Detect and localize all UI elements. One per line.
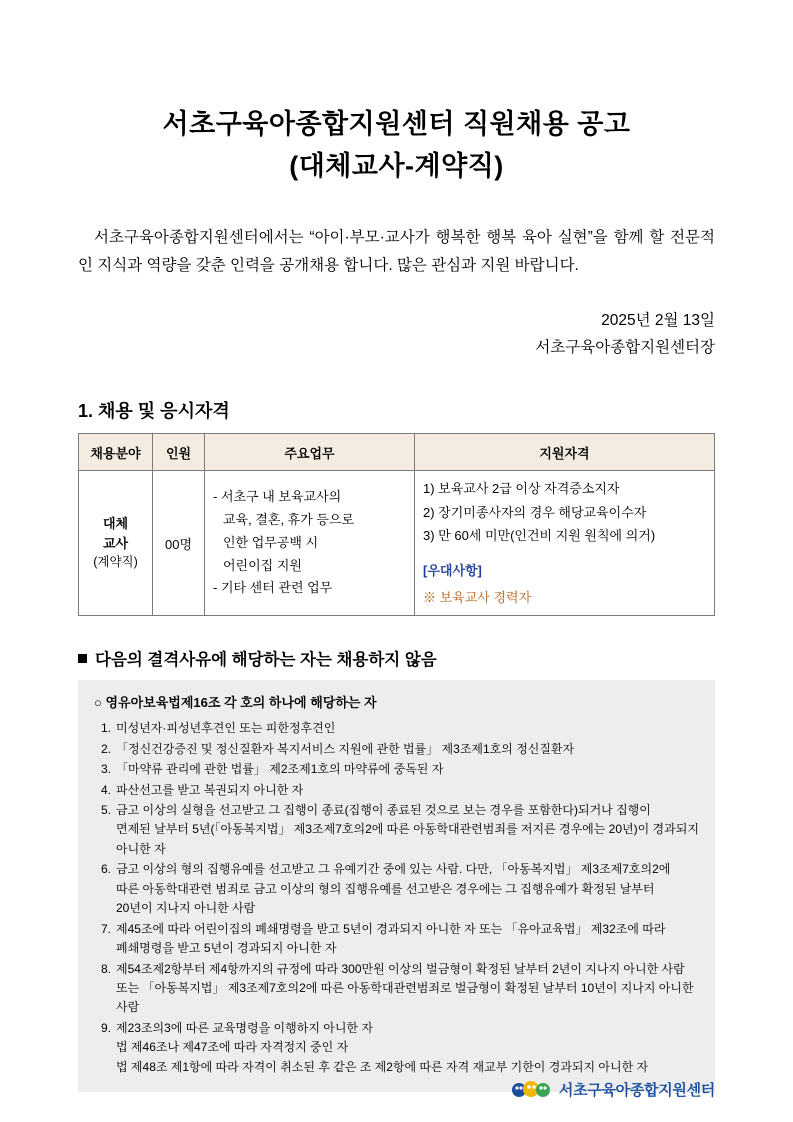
item-number: 6. [100, 862, 111, 877]
item-line: 20년이 지나지 아니한 사람 [116, 901, 256, 916]
date-block [78, 307, 715, 361]
item-text [116, 760, 699, 779]
item-line: 미성년자·피성년후견인 또는 피한정후견인 [116, 721, 336, 736]
item-line: 「마약류 관리에 관한 법률」 제2조제1호의 마약류에 중독된 자 [116, 762, 444, 777]
item-line: 아니한 자 [116, 841, 166, 856]
table-row [79, 471, 715, 616]
item-line: 법 제46조나 제47조에 따라 자격정지 중인 자 [116, 1040, 349, 1055]
cell-count: 00명 [153, 471, 205, 616]
disqualification-list [94, 719, 699, 1077]
qualification-item: 1) 보육교사 2급 이상 자격증소지자 [423, 481, 620, 497]
preference-note: ※ 보육교사 경력자 [423, 589, 532, 605]
item-number: 2. [100, 741, 111, 756]
issuer-name: 서초구육아종합지원센터장 [535, 339, 715, 357]
cell-field [79, 471, 153, 616]
field-main-1: 대체 [102, 516, 129, 532]
item-text [116, 920, 699, 959]
disqualification-box-title [94, 692, 699, 713]
title-line-1: 서초구육아종합지원센터 직원채용 공고 [162, 109, 631, 139]
header-qualification: 지원자격 [415, 434, 715, 471]
item-number: 9. [100, 1020, 111, 1035]
qualification-item: 2) 장기미종사자의 경우 해당교육이수자 [423, 504, 647, 520]
list-item [94, 860, 699, 918]
item-line: 「정신건강증진 및 정신질환자 복지서비스 지원에 관한 법률」 제3조제1호의 정신질환자 [116, 741, 575, 756]
header-duty: 주요업무 [205, 434, 415, 471]
center-logo-icon [511, 1078, 553, 1100]
list-item [94, 719, 699, 738]
duty-line: - 서초구 내 보육교사의 [213, 489, 342, 505]
circle-bullet-icon: ○ [94, 695, 102, 711]
list-item [94, 781, 699, 800]
qualification-item: 3) 만 60세 미만(인건비 지원 원칙에 의거) [423, 528, 656, 544]
list-item [94, 740, 699, 759]
table-header-row [79, 434, 715, 471]
item-line: 또는 「아동복지법」 제3조제7호의2에 따른 아동학대관련범죄로 벌금형이 확정된 날부터 10년이 지나지 아니한 [116, 980, 694, 995]
item-number: 3. [100, 762, 111, 777]
duty-line: 어린이집 지원 [223, 557, 302, 573]
item-line: 제54조제2항부터 제4항까지의 규정에 따라 300만원 이상의 벌금형이 확정된 날부터 2년이 지나지 아니한 사람 [116, 961, 685, 976]
section-2-heading-text: 다음의 결격사유에 해당하는 자는 채용하지 않음 [95, 651, 437, 670]
item-number: 4. [100, 782, 111, 797]
item-line: 폐쇄명령을 받고 5년이 경과되지 아니한 자 [116, 941, 337, 956]
item-number: 8. [100, 961, 111, 976]
item-line: 제23조의3에 따른 교육명령을 이행하지 아니한 자 [116, 1020, 373, 1035]
disqualification-box [78, 680, 715, 1092]
footer-logo-text: 서초구육아종합지원센터 [558, 1081, 715, 1099]
list-item [94, 801, 699, 859]
item-number: 7. [100, 921, 111, 936]
item-line: 면제된 날부터 5년(「아동복지법」 제3조제7호의2에 따른 아동학대관련범죄를 저지른 경우에는 20년)이 경과되지 [116, 822, 699, 837]
cell-qualification [415, 471, 715, 616]
item-line: 금고 이상의 실형을 선고받고 그 집행이 종료(집행이 종료된 것으로 보는 경우를 포함한다)되거나 집행이 [116, 803, 651, 818]
list-item [94, 760, 699, 779]
intro-paragraph: 서초구육아종합지원센터에서는 “아이·부모·교사가 행복한 행복 육아 실현”을 함께 할 전문적인 지식과 역량을 갖춘 인력을 공개채용 합니다. 많은 관심과 지원 바랍니다. [78, 228, 715, 275]
item-line: 제45조에 따라 어린이집의 폐쇄명령을 받고 5년이 경과되지 아니한 자 또는 「유아교육법」 제32조에 따라 [116, 921, 666, 936]
header-field: 채용분야 [79, 434, 153, 471]
title-line-2: (대체교사-계약직) [289, 150, 504, 181]
square-bullet-icon [78, 654, 87, 663]
duty-line: 교육, 결혼, 휴가 등으로 [223, 512, 355, 528]
footer-logo [511, 1078, 715, 1100]
item-line: 사람 [116, 1000, 140, 1015]
section-1-heading: 1. 채용 및 응시자격 [78, 401, 230, 422]
item-text [116, 719, 699, 738]
item-text [116, 801, 699, 859]
box-title-text: 영유아보육법제16조 각 호의 하나에 해당하는 자 [105, 695, 377, 711]
announcement-date: 2025년 2월 13일 [601, 312, 715, 330]
item-line: 법 제48조 제1항에 따라 자격이 취소된 후 같은 조 제2항에 따른 자격 재교부 기한이 경과되지 아니한 자 [116, 1059, 649, 1074]
item-number: 1. [100, 721, 111, 736]
list-item [94, 1019, 699, 1077]
header-count: 인원 [153, 434, 205, 471]
preference-label: [우대사항] [423, 563, 482, 579]
list-item [94, 920, 699, 959]
item-number: 5. [100, 803, 111, 818]
item-line: 따른 아동학대관련 범죄로 금고 이상의 형의 집행유예를 선고받은 경우에는 그 집행유예가 확정된 날부터 [116, 881, 655, 896]
item-text [116, 860, 699, 918]
field-sub: (계약직) [93, 555, 138, 570]
field-main-2: 교사 [102, 535, 129, 551]
item-text [116, 740, 699, 759]
item-text [116, 1019, 699, 1077]
list-item [94, 960, 699, 1018]
cell-duty [205, 471, 415, 616]
item-line: 파산선고를 받고 복권되지 아니한 자 [116, 782, 304, 797]
duty-line: 인한 업무공백 시 [223, 534, 319, 550]
page-title [78, 0, 715, 188]
section-2-heading [78, 646, 715, 670]
item-line: 금고 이상의 형의 집행유예를 선고받고 그 유예기간 중에 있는 사람. 다만, 「아동복지법」 제3조제7호의2에 [116, 862, 671, 877]
item-text [116, 781, 699, 800]
recruitment-table [78, 433, 715, 616]
item-text [116, 960, 699, 1018]
duty-line: - 기타 센터 관련 업무 [213, 580, 333, 596]
